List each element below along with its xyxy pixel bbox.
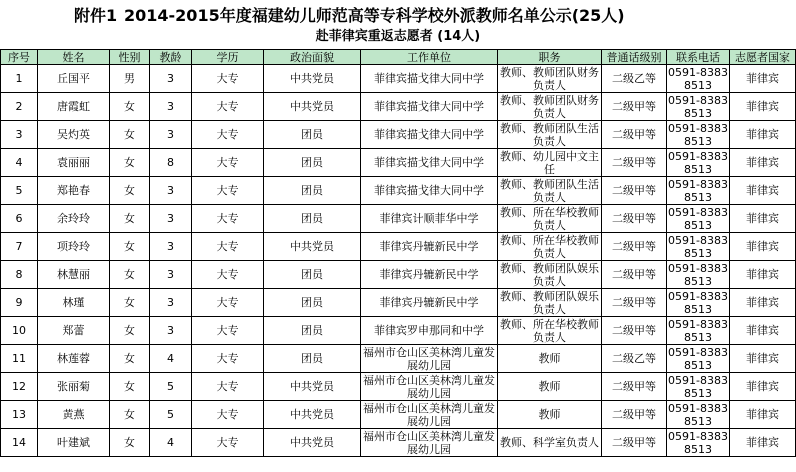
col-no-cell: 6 bbox=[1, 205, 38, 233]
col-mandarin-cell: 二级甲等 bbox=[602, 177, 667, 205]
col-country-cell: 菲律宾 bbox=[730, 93, 796, 121]
col-mandarin-cell: 二级甲等 bbox=[602, 93, 667, 121]
col-years-cell: 4 bbox=[150, 345, 192, 373]
col-workplace-cell: 菲律宾描戈律大同中学 bbox=[361, 121, 498, 149]
col-position-cell: 教师、所在华校教师负责人 bbox=[498, 317, 602, 345]
col-gender-cell: 女 bbox=[110, 289, 150, 317]
col-country-cell: 菲律宾 bbox=[730, 149, 796, 177]
col-name-cell: 郑艳春 bbox=[38, 177, 110, 205]
col-phone-cell: 0591-83838513 bbox=[668, 289, 728, 316]
col-education-cell: 大专 bbox=[192, 149, 264, 177]
table-row bbox=[1, 317, 796, 345]
col-name-cell: 黄燕 bbox=[38, 401, 110, 429]
col-country-header: 志愿者国家 bbox=[730, 50, 796, 65]
col-mandarin-header: 普通话级别 bbox=[602, 50, 667, 65]
col-years-cell: 3 bbox=[150, 65, 192, 93]
col-mandarin-cell: 二级甲等 bbox=[602, 261, 667, 289]
col-education-header: 学历 bbox=[192, 50, 264, 65]
col-phone-cell: 0591-83838513 bbox=[668, 205, 728, 232]
col-position-cell: 教师 bbox=[498, 373, 602, 401]
col-phone-cell: 0591-83838513 bbox=[668, 177, 728, 204]
col-name-cell: 叶建斌 bbox=[38, 429, 110, 457]
col-name-cell: 林慧丽 bbox=[38, 261, 110, 289]
col-no-cell: 3 bbox=[1, 121, 38, 149]
col-name-cell: 余玲玲 bbox=[38, 205, 110, 233]
col-workplace-cell: 菲律宾丹辘新民中学 bbox=[361, 261, 498, 289]
col-no-cell: 2 bbox=[1, 93, 38, 121]
col-political-cell: 团员 bbox=[264, 345, 361, 373]
col-workplace-header: 工作单位 bbox=[361, 50, 498, 65]
col-phone-cell: 0591-83838513 bbox=[668, 233, 728, 260]
col-gender-cell: 女 bbox=[110, 317, 150, 345]
col-mandarin-cell: 二级乙等 bbox=[602, 65, 667, 93]
col-phone-cell: 0591-83838513 bbox=[668, 345, 728, 372]
col-gender-cell: 女 bbox=[110, 401, 150, 429]
col-no-cell: 1 bbox=[1, 65, 38, 93]
page-title: 2014-2015年度福建幼儿师范高等专科学校外派教师名单公示(25人) bbox=[124, 6, 625, 25]
volunteer-table bbox=[0, 49, 796, 457]
col-years-cell: 3 bbox=[150, 121, 192, 149]
col-name-cell: 郑蕾 bbox=[38, 317, 110, 345]
col-name-cell: 张丽菊 bbox=[38, 373, 110, 401]
table-row bbox=[1, 149, 796, 177]
table-row bbox=[1, 233, 796, 261]
col-education-cell: 大专 bbox=[192, 289, 264, 317]
table-row bbox=[1, 121, 796, 149]
col-country-cell: 菲律宾 bbox=[730, 401, 796, 429]
col-phone-cell: 0591-83838513 bbox=[668, 121, 728, 148]
col-workplace-cell: 菲律宾描戈律大同中学 bbox=[361, 65, 498, 93]
col-no-cell: 4 bbox=[1, 149, 38, 177]
col-phone-header: 联系电话 bbox=[667, 50, 730, 65]
col-political-cell: 中共党员 bbox=[264, 373, 361, 401]
col-years-cell: 3 bbox=[150, 233, 192, 261]
col-political-cell: 团员 bbox=[264, 121, 361, 149]
col-no-cell: 5 bbox=[1, 177, 38, 205]
table-row bbox=[1, 65, 796, 93]
col-position-cell: 教师、所在华校教师负责人 bbox=[498, 205, 602, 233]
col-mandarin-cell: 二级甲等 bbox=[602, 121, 667, 149]
col-phone-cell: 0591-83838513 bbox=[668, 373, 728, 400]
col-workplace-cell: 菲律宾描戈律大同中学 bbox=[361, 93, 498, 121]
col-no-cell: 14 bbox=[1, 429, 38, 457]
col-country-cell: 菲律宾 bbox=[730, 289, 796, 317]
col-gender-cell: 女 bbox=[110, 429, 150, 457]
header-row bbox=[1, 50, 796, 65]
table-row bbox=[1, 429, 796, 457]
col-gender-cell: 女 bbox=[110, 177, 150, 205]
col-mandarin-cell: 二级甲等 bbox=[602, 401, 667, 429]
col-no-cell: 12 bbox=[1, 373, 38, 401]
col-gender-cell: 女 bbox=[110, 233, 150, 261]
col-country-cell: 菲律宾 bbox=[730, 65, 796, 93]
col-political-cell: 中共党员 bbox=[264, 401, 361, 429]
table-row bbox=[1, 401, 796, 429]
col-workplace-cell: 菲律宾罗申那同和中学 bbox=[361, 317, 498, 345]
col-political-cell: 团员 bbox=[264, 289, 361, 317]
col-position-cell: 教师 bbox=[498, 345, 602, 373]
col-position-cell: 教师、所在华校教师负责人 bbox=[498, 233, 602, 261]
col-no-cell: 10 bbox=[1, 317, 38, 345]
col-name-cell: 丘国平 bbox=[38, 65, 110, 93]
table-row bbox=[1, 373, 796, 401]
col-political-cell: 中共党员 bbox=[264, 93, 361, 121]
col-country-cell: 菲律宾 bbox=[730, 429, 796, 457]
col-name-header: 姓名 bbox=[38, 50, 110, 65]
col-years-cell: 3 bbox=[150, 93, 192, 121]
col-years-cell: 3 bbox=[150, 177, 192, 205]
col-position-cell: 教师 bbox=[498, 401, 602, 429]
col-education-cell: 大专 bbox=[192, 261, 264, 289]
col-country-cell: 菲律宾 bbox=[730, 345, 796, 373]
col-gender-cell: 女 bbox=[110, 149, 150, 177]
col-political-cell: 团员 bbox=[264, 261, 361, 289]
col-country-cell: 菲律宾 bbox=[730, 233, 796, 261]
col-position-cell: 教师、教师团队财务负责人 bbox=[498, 65, 602, 93]
col-phone-cell: 0591-83838513 bbox=[668, 261, 728, 288]
col-name-cell: 唐霞虹 bbox=[38, 93, 110, 121]
col-position-cell: 教师、科学室负责人 bbox=[498, 429, 602, 457]
col-education-cell: 大专 bbox=[192, 121, 264, 149]
col-country-cell: 菲律宾 bbox=[730, 261, 796, 289]
col-years-cell: 3 bbox=[150, 205, 192, 233]
col-political-header: 政治面貌 bbox=[264, 50, 361, 65]
col-phone-cell: 0591-83838513 bbox=[668, 149, 728, 176]
col-name-cell: 项玲玲 bbox=[38, 233, 110, 261]
col-political-cell: 团员 bbox=[264, 149, 361, 177]
col-years-header: 教龄 bbox=[150, 50, 192, 65]
table-row bbox=[1, 261, 796, 289]
col-name-cell: 林瑾 bbox=[38, 289, 110, 317]
col-country-cell: 菲律宾 bbox=[730, 177, 796, 205]
col-name-cell: 袁丽丽 bbox=[38, 149, 110, 177]
col-gender-cell: 女 bbox=[110, 261, 150, 289]
col-mandarin-cell: 二级甲等 bbox=[602, 233, 667, 261]
col-mandarin-cell: 二级甲等 bbox=[602, 429, 667, 457]
col-education-cell: 大专 bbox=[192, 233, 264, 261]
table-row bbox=[1, 205, 796, 233]
table-row bbox=[1, 289, 796, 317]
col-mandarin-cell: 二级乙等 bbox=[602, 345, 667, 373]
col-no-cell: 8 bbox=[1, 261, 38, 289]
col-gender-cell: 女 bbox=[110, 345, 150, 373]
col-position-cell: 教师、教师团队生活负责人 bbox=[498, 177, 602, 205]
col-political-cell: 中共党员 bbox=[264, 429, 361, 457]
col-name-cell: 林莲蓉 bbox=[38, 345, 110, 373]
col-political-cell: 团员 bbox=[264, 317, 361, 345]
col-workplace-cell: 福州市仓山区美林湾儿童发展幼儿园 bbox=[361, 373, 498, 401]
col-years-cell: 4 bbox=[150, 429, 192, 457]
col-education-cell: 大专 bbox=[192, 177, 264, 205]
col-gender-header: 性别 bbox=[110, 50, 150, 65]
col-no-cell: 11 bbox=[1, 345, 38, 373]
col-workplace-cell: 福州市仓山区美林湾儿童发展幼儿园 bbox=[361, 401, 498, 429]
col-education-cell: 大专 bbox=[192, 345, 264, 373]
col-workplace-cell: 菲律宾描戈律大同中学 bbox=[361, 149, 498, 177]
col-years-cell: 5 bbox=[150, 373, 192, 401]
col-position-cell: 教师、教师团队娱乐负责人 bbox=[498, 261, 602, 289]
table-row bbox=[1, 93, 796, 121]
col-phone-cell: 0591-83838513 bbox=[668, 429, 728, 456]
col-position-header: 职务 bbox=[498, 50, 602, 65]
col-education-cell: 大专 bbox=[192, 429, 264, 457]
col-phone-cell: 0591-83838513 bbox=[668, 401, 728, 428]
table-row bbox=[1, 177, 796, 205]
col-mandarin-cell: 二级甲等 bbox=[602, 205, 667, 233]
col-political-cell: 中共党员 bbox=[264, 233, 361, 261]
col-country-cell: 菲律宾 bbox=[730, 121, 796, 149]
col-position-cell: 教师、教师团队娱乐负责人 bbox=[498, 289, 602, 317]
col-gender-cell: 女 bbox=[110, 121, 150, 149]
col-workplace-cell: 菲律宾计顺菲华中学 bbox=[361, 205, 498, 233]
col-education-cell: 大专 bbox=[192, 317, 264, 345]
section-subtitle: 赴菲律宾重返志愿者 (14人) bbox=[315, 29, 481, 44]
col-no-header: 序号 bbox=[1, 50, 38, 65]
col-education-cell: 大专 bbox=[192, 373, 264, 401]
col-name-cell: 吴灼英 bbox=[38, 121, 110, 149]
col-workplace-cell: 福州市仓山区美林湾儿童发展幼儿园 bbox=[361, 345, 498, 373]
table-row bbox=[1, 345, 796, 373]
col-phone-cell: 0591-83838513 bbox=[668, 317, 728, 344]
col-political-cell: 团员 bbox=[264, 205, 361, 233]
col-education-cell: 大专 bbox=[192, 65, 264, 93]
col-gender-cell: 男 bbox=[110, 65, 150, 93]
sheet-title-bar bbox=[0, 0, 796, 26]
col-position-cell: 教师、教师团队生活负责人 bbox=[498, 121, 602, 149]
col-workplace-cell: 菲律宾丹辘新民中学 bbox=[361, 289, 498, 317]
col-years-cell: 8 bbox=[150, 149, 192, 177]
col-years-cell: 3 bbox=[150, 261, 192, 289]
col-no-cell: 7 bbox=[1, 233, 38, 261]
col-country-cell: 菲律宾 bbox=[730, 317, 796, 345]
col-country-cell: 菲律宾 bbox=[730, 205, 796, 233]
col-education-cell: 大专 bbox=[192, 93, 264, 121]
col-phone-cell: 0591-83838513 bbox=[668, 65, 728, 92]
col-phone-cell: 0591-83838513 bbox=[668, 93, 728, 120]
col-workplace-cell: 福州市仓山区美林湾儿童发展幼儿园 bbox=[361, 429, 498, 457]
col-workplace-cell: 菲律宾丹辘新民中学 bbox=[361, 233, 498, 261]
col-no-cell: 13 bbox=[1, 401, 38, 429]
col-education-cell: 大专 bbox=[192, 401, 264, 429]
col-mandarin-cell: 二级甲等 bbox=[602, 317, 667, 345]
attachment-label: 附件1 bbox=[74, 6, 118, 25]
col-political-cell: 团员 bbox=[264, 177, 361, 205]
col-gender-cell: 女 bbox=[110, 93, 150, 121]
col-position-cell: 教师、教师团队财务负责人 bbox=[498, 93, 602, 121]
col-mandarin-cell: 二级甲等 bbox=[602, 289, 667, 317]
col-gender-cell: 女 bbox=[110, 373, 150, 401]
col-years-cell: 3 bbox=[150, 317, 192, 345]
col-gender-cell: 女 bbox=[110, 205, 150, 233]
col-position-cell: 教师、幼儿园中文主任 bbox=[498, 149, 602, 177]
col-mandarin-cell: 二级甲等 bbox=[602, 149, 667, 177]
col-mandarin-cell: 二级甲等 bbox=[602, 373, 667, 401]
col-political-cell: 中共党员 bbox=[264, 65, 361, 93]
col-no-cell: 9 bbox=[1, 289, 38, 317]
col-country-cell: 菲律宾 bbox=[730, 373, 796, 401]
col-years-cell: 3 bbox=[150, 289, 192, 317]
col-years-cell: 5 bbox=[150, 401, 192, 429]
col-education-cell: 大专 bbox=[192, 205, 264, 233]
col-workplace-cell: 菲律宾描戈律大同中学 bbox=[361, 177, 498, 205]
